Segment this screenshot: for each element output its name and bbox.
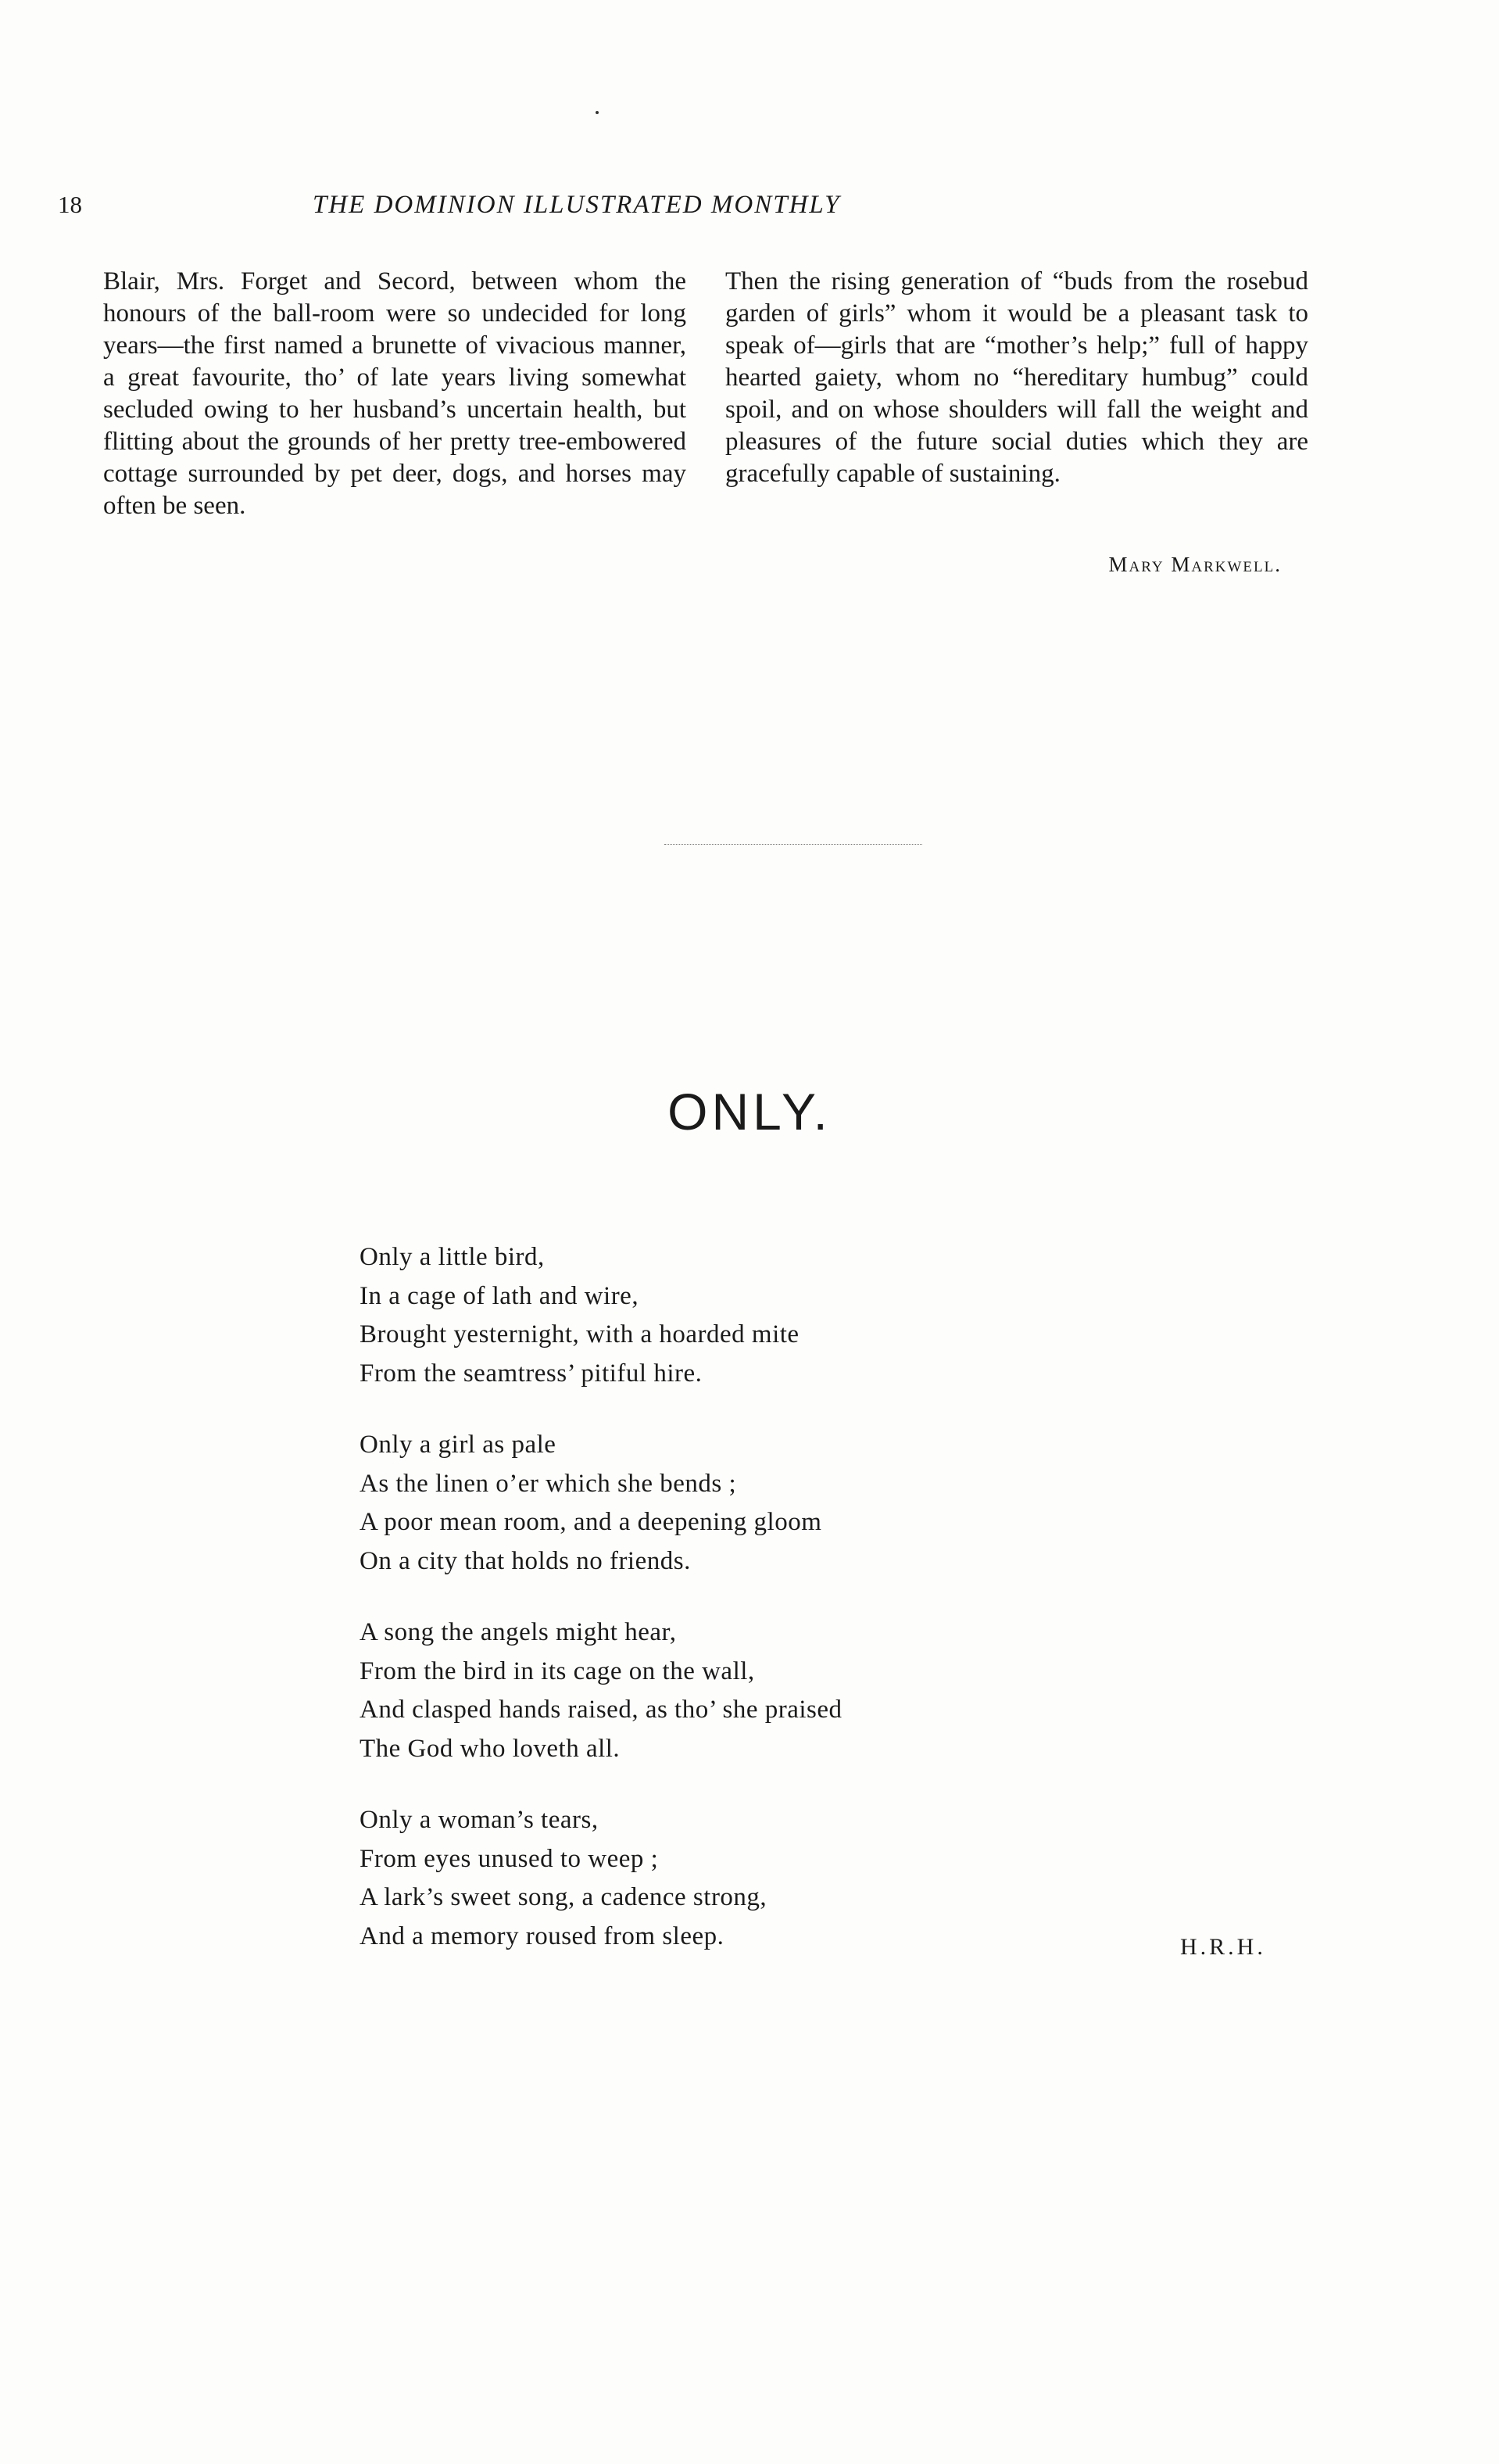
print-speck [596, 111, 599, 114]
poem-line: Only a girl as pale [360, 1431, 556, 1459]
poem-line: Brought yesternight, with a hoarded mite [360, 1320, 800, 1348]
poem-line: Only a woman’s tears, [360, 1806, 599, 1834]
page-number: 18 [58, 191, 82, 218]
poem-line: From eyes unused to weep ; [360, 1844, 659, 1873]
poem-stanza [360, 1426, 1141, 1581]
article-signature: Mary Markwell. [1108, 553, 1282, 576]
poem-line: And clasped hands raised, as tho’ she praised [360, 1696, 843, 1724]
poem-line: A poor mean room, and a deepening gloom [360, 1508, 822, 1536]
article-right-column [725, 266, 1308, 490]
poem-line: From the bird in its cage on the wall, [360, 1656, 755, 1685]
poem-line: And a memory roused from sleep. [360, 1921, 724, 1950]
poem-line: On a city that holds no friends. [360, 1546, 691, 1575]
running-title: THE DOMINION ILLUSTRATED MONTHLY [313, 191, 841, 219]
poem-author-initials: H.R.H. [1180, 1934, 1266, 1960]
poem-title: ONLY. [667, 1083, 832, 1141]
section-divider [664, 844, 922, 845]
right-column-text: Then the rising generation of “buds from the rosebud garden of girls” whom it would be a pleasant task to speak of—girls that are “mother’s help;” full of happy hearted gaiety, whom no “hereditary humbug” could spoil, and on whose shoulders will fall the weight and pleasures of the future social duties which they are gracefully capable of sustaining. [725, 267, 1308, 488]
poem-stanza [360, 1613, 1141, 1768]
poem-line: As the linen o’er which she bends ; [360, 1469, 737, 1498]
poem-line: A song the angels might hear, [360, 1618, 677, 1646]
poem-body [360, 1238, 1141, 1989]
poem-line: A lark’s sweet song, a cadence strong, [360, 1883, 767, 1911]
poem-line: In a cage of lath and wire, [360, 1281, 639, 1310]
poem-line: From the seamtress’ pitiful hire. [360, 1359, 703, 1388]
poem-line: Only a little bird, [360, 1243, 545, 1271]
poem-stanza [360, 1238, 1141, 1393]
poem-stanza [360, 1801, 1141, 1956]
poem-line: The God who loveth all. [360, 1734, 621, 1763]
article-left-column [103, 266, 686, 522]
left-column-text: Blair, Mrs. Forget and Secord, between whom the honours of the ball-room were so undecided for long years—the first named a brunette of vivacious manner, a great favourite, tho’ of late years living somewhat secluded owing to her husband’s uncertain health, but flitting about the grounds of her pretty tree-embowered cottage surrounded by pet deer, dogs, and horses may often be seen. [103, 267, 686, 520]
